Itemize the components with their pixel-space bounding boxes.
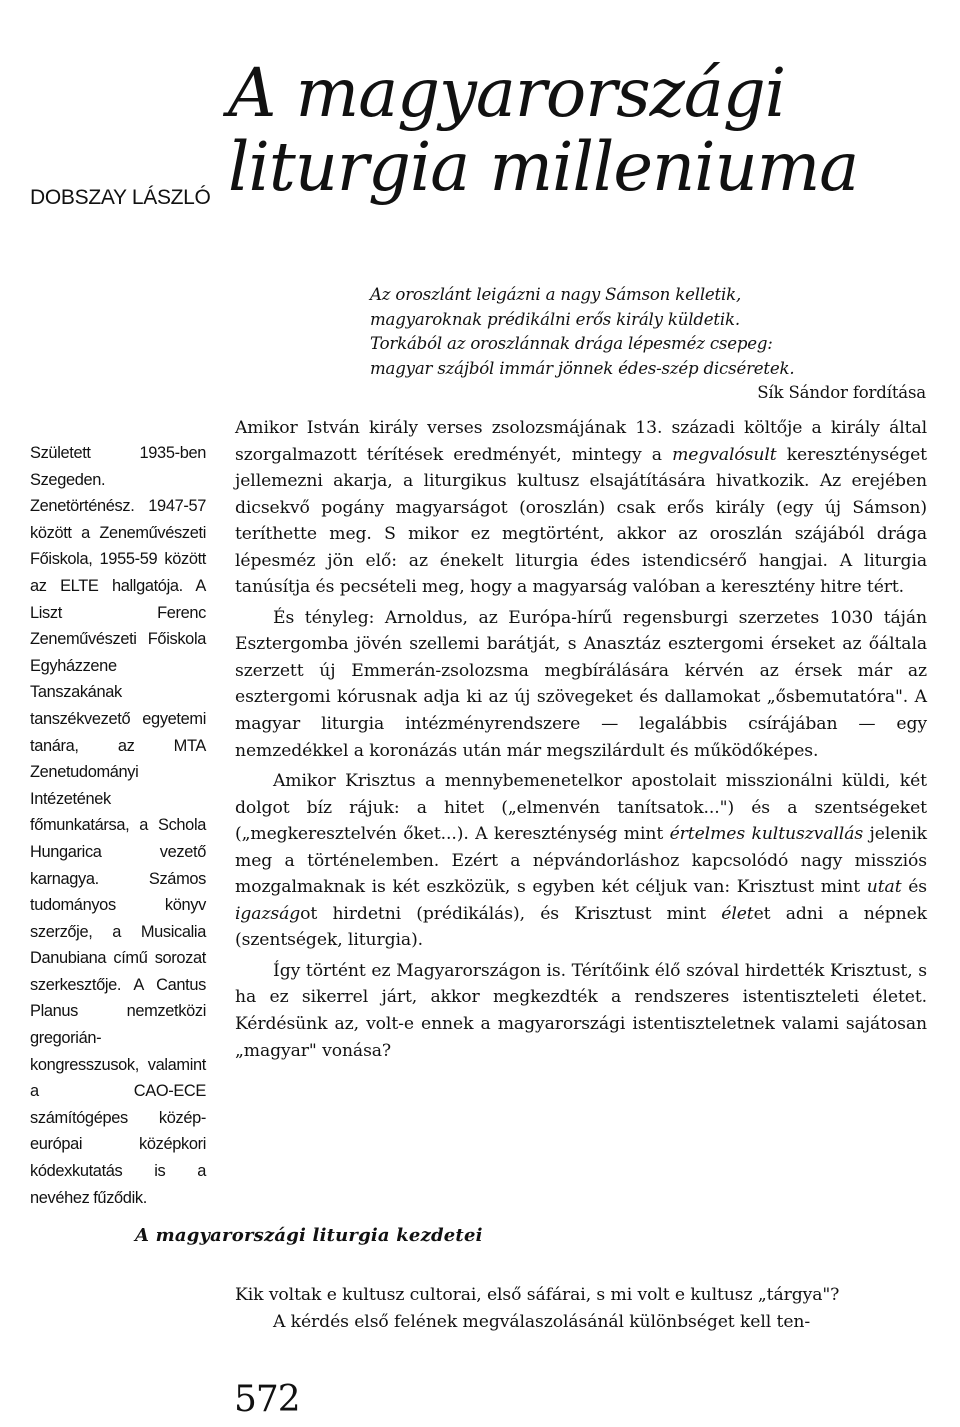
section-heading: A magyarországi liturgia kezdetei (135, 1225, 483, 1246)
text-run: Amikor István király verses zsolozsmájának 13. századi költője a király által szorgalmazott térítések eredményét, mintegy a (235, 418, 927, 465)
emphasis: megvalósult (672, 444, 777, 465)
epigraph-line: Az oroszlánt leigázni a nagy Sámson kelletik, (370, 285, 742, 304)
section-paragraph-1: Kik voltak e kultusz cultorai, első sáfárai, s mi volt e kultusz „tárgya"? (235, 1285, 840, 1305)
text-run: ot hirdetni (prédikálás), és Krisztust mint (300, 903, 722, 924)
text-run: et adni a népnek (szentségek, liturgia). (235, 903, 927, 951)
author-bio: Született 1935-ben Szegeden. Zenetörténész. 1947-57 között a Zeneművészeti Főiskola, 1955-59 között az ELTE hallgatója. A Liszt Ferenc Zeneművészeti Főiskola Egyházzene Tanszakának tanszékvezető egyetemi tanára, az MTA Zenetudományi Intézetének főmunkatársa, a Schola Hungarica vezető karnagya. Számos tudományos könyv szerzője, a Musicalia Danubiana című sorozat szerkesztője. A Cantus Planus nemzetközi gregorián-kongresszusok, valamint a CAO-ECE számítógépes közép-európai középkori kódexkutatás is a nevéhez fűződik. (30, 444, 206, 1207)
text-run: jelenik meg a történelemben. Ezért a népvándorláshoz kapcsolódó nagy missziós mozgalmaknak is két eszközük, s egyben két céljuk van: Krisztust mint (235, 824, 927, 898)
emphasis: értelmes kultuszvallás (669, 824, 864, 845)
page-number: 572 (234, 1379, 300, 1420)
text-run: és (901, 877, 928, 898)
emphasis: igazság (235, 903, 301, 924)
epigraph (370, 283, 926, 406)
article-title (228, 56, 858, 204)
text-run: kereszténységet jellemezni akarja, a liturgikus kultusz elsajátítására hivatkozik. Az erejében dicsekvő pogány magyarságot (oroszlán) csak erős király (egy új Sámson) teríthette meg. S mikor ez megtörtént, akkor az oroszlán szájából drága lépesméz jön elő: az énekelt liturgia édes istendicsérő hangjai. A liturgia tanúsítja és pecsételi meg, hogy a magyarság valóban a keresztény hitre tért. (235, 444, 927, 598)
epigraph-credit: Sík Sándor fordítása (757, 383, 926, 402)
epigraph-line: magyar szájból immár jönnek édes-szép dicséretek. (370, 358, 795, 378)
epigraph-line: Torkából az oroszlánnak drága lépesméz csepeg: (370, 334, 773, 353)
paragraph-3 (235, 768, 927, 954)
emphasis: élet (721, 903, 754, 924)
main-text (235, 415, 927, 1064)
section-paragraph-2: A kérdés első felének megválaszolásánál különbséget kell ten- (273, 1311, 811, 1332)
paragraph-1 (235, 415, 927, 601)
section-text (235, 1282, 927, 1335)
paragraph-2: És tényleg: Arnoldus, az Európa-hírű regensburgi szerzetes 1030 táján Esztergomba jövén szellemi barátját, s Anasztáz esztergomi érseket az őáltala szerzett új Emmerán-zsolozsma megbírálására kérvén az érsek már az esztergomi kórusnak adja ki az új szövegeket és dallamokat „ősbemutatóra". A magyar liturgia intézményrendszere — legalábbis csírájában — egy nemzedékkel a koronázás után már megszilárdult és működőképes. (235, 607, 927, 761)
emphasis: utat (866, 877, 902, 898)
article-title-line-1: A magyarországi (228, 54, 786, 132)
author-name: DOBSZAY LÁSZLÓ (30, 186, 211, 209)
epigraph-line: magyaroknak prédikálni erős király küldetik. (370, 309, 740, 329)
article-title-line-2: liturgia milleniuma (228, 128, 859, 206)
paragraph-4: Így történt ez Magyarországon is. Térítőink élő szóval hirdették Krisztust, s ha ez sikerrel járt, akkor megkezdték a rendszeres istentiszteleti életet. Kérdésünk az, volt-e ennek a magyarországi istentiszteletnek valami sajátosan „magyar" vonása? (235, 960, 927, 1061)
text-run: Amikor Krisztus a mennybemenetelkor apostolait misszionálni küldi, két dolgot bíz rájuk: a hitet („elmenvén tanítsatok...") és a szentségeket („megkeresztelvén őket...). A kereszténység mint (235, 771, 927, 845)
